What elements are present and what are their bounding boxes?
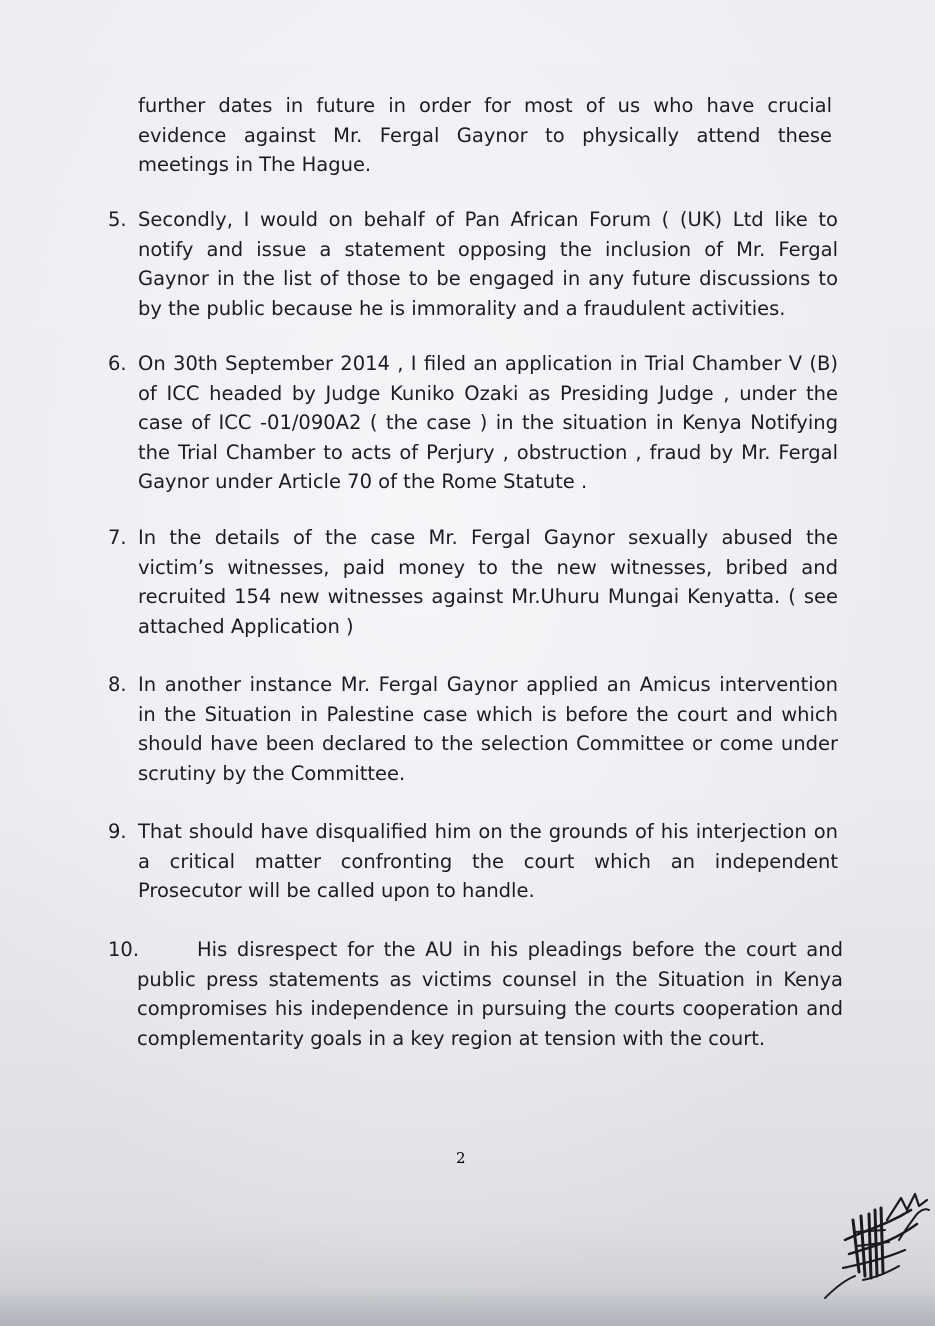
page-bottom-shadow [0, 1286, 935, 1326]
list-item-text: On 30th September 2014 , I filed an application in Trial Chamber V (B) of ICC headed by Judge Kuniko Ozaki as Presiding Judge , under the case of ICC -01/090A2 ( the case ) in the situation in Kenya Notifying the Trial Chamber to acts of Perjury , obstruction , fraud by Mr. Fergal Gaynor under Article 70 of the Rome Statute . [138, 352, 838, 493]
list-item-number: 8. [108, 673, 127, 696]
list-item-number: 6. [108, 352, 127, 375]
list-item-text: In another instance Mr. Fergal Gaynor applied an Amicus intervention in the Situation in Palestine case which is before the court and which should have been declared to the selection Committee or come under scrutiny by the Committee. [138, 673, 838, 785]
list-item-number: 9. [108, 820, 127, 843]
list-item-text-10: His disrespect for the AU in his pleadings before the court and public press statements as victims counsel in the Situation in Kenya compromises his independence in pursuing the courts cooperation and complementarity goals in a key region at tension with the court. [137, 938, 843, 1050]
paragraph-continuation: further dates in future in order for most of us who have crucial evidence against Mr. Fergal Gaynor to physically attend these meetings in The Hague. [138, 94, 832, 176]
page-number: 2 [456, 1149, 466, 1167]
list-item-number-10: 10. [108, 938, 140, 961]
list-item-text: In the details of the case Mr. Fergal Gaynor sexually abused the victim’s witnesses, paid money to the new witnesses, bribed and recruited 154 new witnesses against Mr.Uhuru Mungai Kenyatta. ( see attached Application ) [138, 526, 838, 638]
list-item-text: Secondly, I would on behalf of Pan African Forum ( (UK) Ltd like to notify and issue a statement opposing the inclusion of Mr. Fergal Gaynor in the list of those to be engaged in any future discussions to by the public because he is immorality and a fraudulent activities. [138, 208, 838, 320]
list-item-number: 7. [108, 526, 127, 549]
list-item-text: That should have disqualified him on the grounds of his interjection on a critical matter confronting the court which an independent Prosecutor will be called upon to handle. [138, 820, 838, 902]
list-item-number: 5. [108, 208, 127, 231]
signature-icon [815, 1180, 935, 1300]
